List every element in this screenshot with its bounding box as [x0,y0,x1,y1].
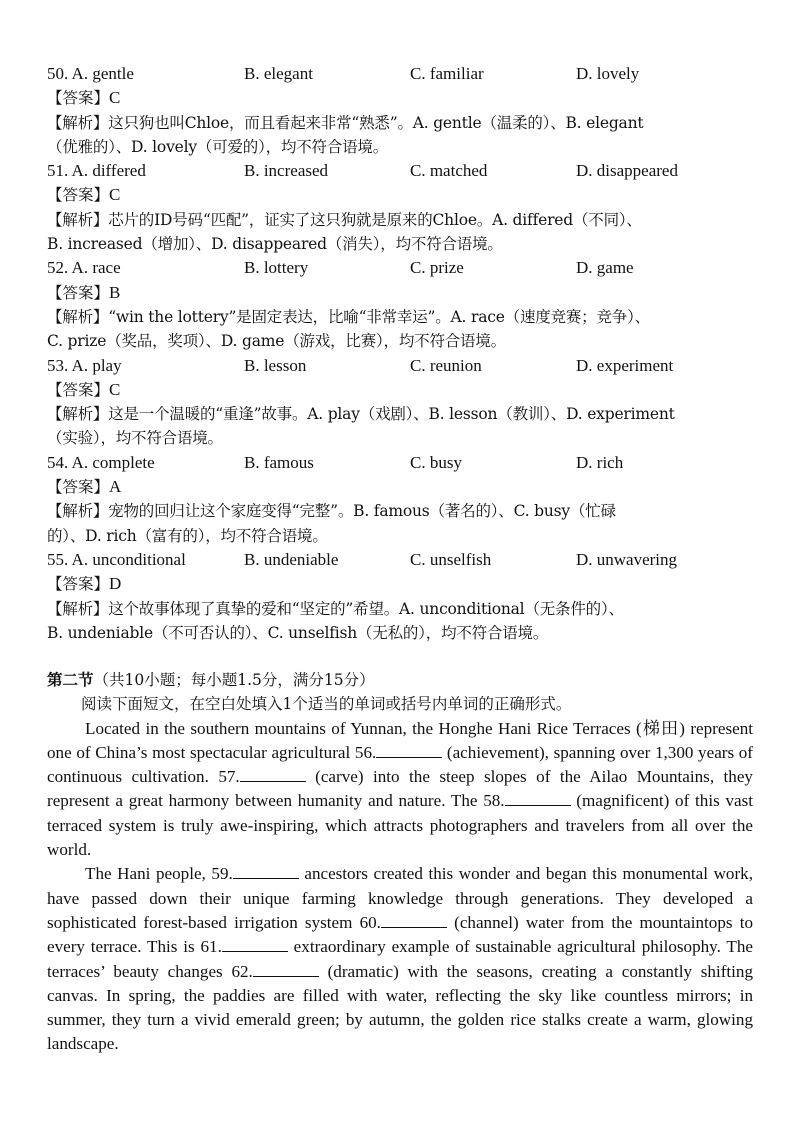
passage-text: (magnificent) of this vast terraced system is truly awe-inspiring, which attracts photographers and travelers from all over the world. [47,791,753,860]
answer-value: C [109,88,121,108]
option-c: C. reunion [410,355,482,375]
analysis-line [47,402,759,426]
options-row [47,354,759,378]
option-a: 52. A. race [47,258,121,278]
answer-line [47,572,759,596]
analysis-text: 芯片的ID号码“匹配”，证实了这只狗就是原来的Chloe。A. differed（不同）、 [108,210,642,229]
analysis-line [47,111,759,135]
option-d: D. rich [576,452,624,472]
passage-text: (carve) into the steep slopes of the Ailao Mountains, they represent a great harmony between humanity and nature. The 58. [47,767,753,811]
option-c: C. busy [410,452,462,472]
option-a: 50. A. gentle [47,64,134,83]
question-block [47,256,759,353]
option-b: B. famous [244,452,314,472]
analysis-line [47,208,759,232]
passage-text: (achievement), spanning over 1,300 years of continuous cultivation. 57. [47,742,753,787]
analysis-line: （优雅的）、D. lovely（可爱的），均不符合语境。 [47,137,389,156]
section-instruction: 阅读下面短文，在空白处填入1个适当的单词或括号内单词的正确形式。 [81,695,572,714]
question-block [47,159,759,256]
analysis-tag: 【解析】 [47,113,109,132]
answer-tag: 【答案】 [47,89,110,108]
option-a: 51. A. differed [47,161,146,181]
answer-value: C [109,185,121,205]
analysis-text: 这是一个温暖的“重逢”故事。A. play（戏剧）、B. lesson（教训）、D. experiment [108,405,675,424]
option-d: D. disappeared [576,161,678,181]
blank-61[interactable] [222,937,288,952]
passage-text: (dramatic) with the seasons, creating a constantly shifting canvas. In spring, the paddies are filled with water, reflecting the sky like countless mirrors; in summer, they turn a vivid emerald green; by autumn, the golden rice stalks create a warm, glowing landscape. [47,961,753,1054]
blank-59[interactable] [233,864,299,879]
section-heading [47,668,753,692]
analysis-tag: 【解析】 [47,210,109,229]
answer-analysis-section [47,62,759,645]
blank-58[interactable] [505,791,571,806]
cloze-section [47,668,753,1057]
section-title: 第二节 [47,671,94,689]
option-c: C. familiar [410,64,484,83]
answer-tag: 【答案】 [47,478,110,497]
analysis-line: 的）、D. rich（富有的），均不符合语境。 [47,526,328,545]
analysis-text: 宠物的回归让这个家庭变得“完整”。B. famous（著名的）、C. busy（忙碌 [108,502,616,521]
option-d: D. experiment [576,355,674,375]
analysis-line [47,305,759,329]
answer-line [47,86,759,110]
passage-text: ancestors created this wonder and began this monumental work, have passed down their unique farming knowledge through generations. They developed a sophisticated forest-based irrigation system 60. [47,864,753,932]
analysis-line: B. undeniable（不可否认的）、C. unselfish（无私的），均不符合语境。 [47,623,549,642]
analysis-text: 这只狗也叫Chloe，而且看起来非常“熟悉”。A. gentle（温柔的）、B. elegant [108,113,644,132]
options-row [47,159,759,183]
option-a: 53. A. play [47,355,122,375]
option-b: B. undeniable [244,549,339,569]
option-b: B. increased [244,161,329,181]
options-row [47,256,759,280]
answer-line [47,475,759,499]
answer-value: C [109,379,121,399]
option-b: B. elegant [244,64,313,83]
analysis-line: （实验），均不符合语境。 [47,429,223,448]
analysis-text: 这个故事体现了真挚的爱和“坚定的”希望。A. unconditional（无条件的）、 [108,599,624,618]
answer-tag: 【答案】 [47,575,110,594]
section-info: （共10小题；每小题1.5分，满分15分） [93,671,375,689]
answer-value: D [109,574,122,594]
option-d: D. game [576,258,634,278]
option-a: 54. A. complete [47,452,155,472]
option-c: C. prize [410,258,464,278]
answer-tag: 【答案】 [47,283,110,302]
blank-56[interactable] [376,743,442,758]
passage-paragraph [47,717,753,863]
question-block [47,451,759,548]
passage-paragraph [47,862,753,1056]
analysis-text: “win the lottery”是固定表达，比喻“非常幸运”。A. race（速度竞赛；竞争）、 [108,307,650,326]
passage-text: Located in the southern mountains of Yunnan, the Honghe Hani Rice Terraces (梯田) represent one of China’s most spectacular agricultural 56. [47,718,753,762]
option-b: B. lesson [244,355,307,375]
analysis-tag: 【解析】 [47,405,109,424]
answer-tag: 【答案】 [47,380,110,399]
analysis-tag: 【解析】 [47,502,109,521]
answer-line [47,183,759,207]
option-a: 55. A. unconditional [47,549,186,569]
options-row [47,548,759,572]
option-d: D. unwavering [576,549,678,569]
passage-text: (channel) water from the mountaintops to every terrace. This is 61. [47,912,754,957]
passage-text: extraordinary example of sustainable agricultural philosophy. The terraces’ beauty changes 62. [47,937,753,981]
question-block [47,354,759,451]
options-row [47,451,759,475]
answer-value: A [109,477,122,497]
answer-line [47,281,759,305]
blank-57[interactable] [240,767,306,782]
options-row [47,62,759,86]
option-c: C. unselfish [410,549,492,569]
option-b: B. lottery [244,258,309,278]
blank-62[interactable] [253,962,319,977]
analysis-line: C. prize（奖品，奖项）、D. game（游戏，比赛），均不符合语境。 [47,332,506,351]
answer-tag: 【答案】 [47,186,110,205]
answer-line [47,378,759,402]
option-d: D. lovely [576,64,640,83]
analysis-line: B. increased（增加）、D. disappeared（消失），均不符合语境。 [47,235,503,254]
passage-text: The Hani people, 59. [85,864,233,884]
question-block [47,62,759,159]
analysis-tag: 【解析】 [47,307,109,326]
analysis-line [47,499,759,523]
option-c: C. matched [410,161,488,181]
analysis-line [47,597,759,621]
answer-value: B [109,282,121,302]
question-block [47,548,759,645]
blank-60[interactable] [381,913,447,928]
analysis-tag: 【解析】 [47,599,109,618]
